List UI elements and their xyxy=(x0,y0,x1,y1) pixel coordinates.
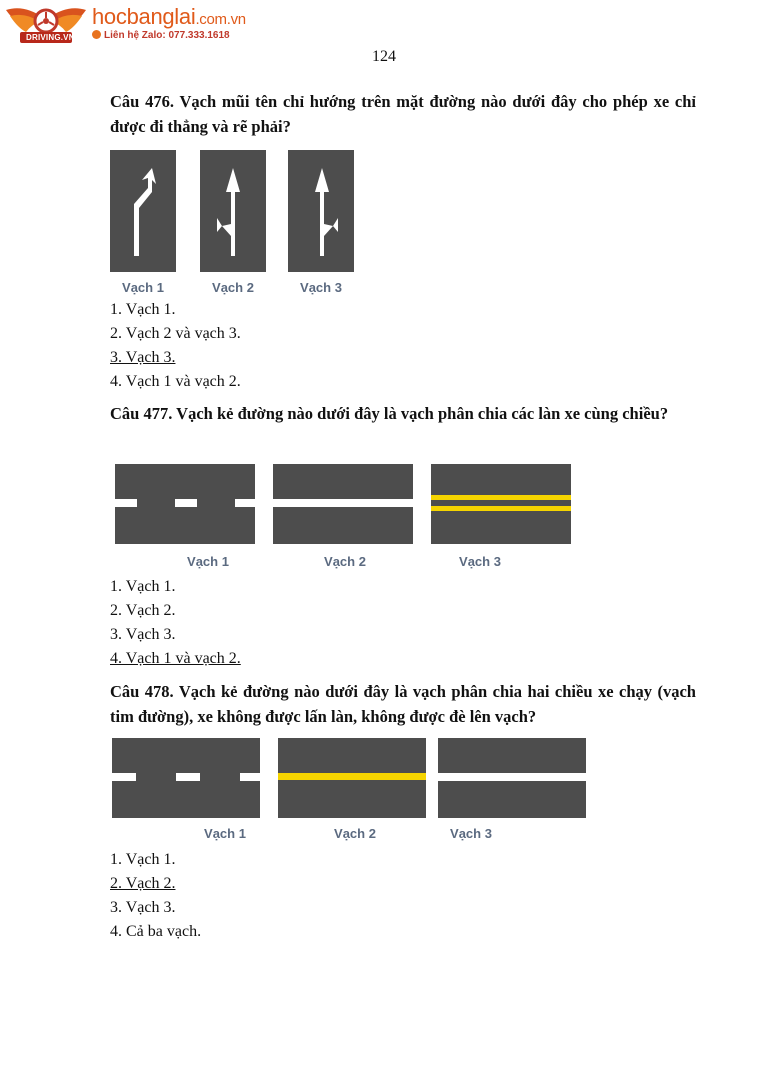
question-477-answers xyxy=(110,575,241,671)
question-476-title: Câu 476. Vạch mũi tên chỉ hướng trên mặt đường nào dưới đây cho phép xe chỉ được đi thẳng và rẽ phải? xyxy=(110,92,696,136)
question-476-answers xyxy=(110,298,241,394)
contact-line: Liên hệ Zalo: 077.333.1618 xyxy=(92,30,230,41)
answer-option-correct[interactable]: 2. Vạch 2. xyxy=(110,875,176,892)
answer-option-correct[interactable]: 3. Vạch 3. xyxy=(110,349,176,366)
question-476-figure xyxy=(110,148,356,298)
question-477-title: Câu 477. Vạch kẻ đường nào dưới đây là vạch phân chia các làn xe cùng chiều? xyxy=(110,404,669,423)
answer-option[interactable]: 4. Cả ba vạch. xyxy=(110,923,202,940)
lane-panel-3 xyxy=(431,464,571,544)
answer-option[interactable]: 1. Vạch 1. xyxy=(110,851,176,868)
answer-option[interactable]: 3. Vạch 3. xyxy=(110,899,176,916)
question-478-answers xyxy=(110,848,201,944)
answer-option[interactable]: 1. Vạch 1. xyxy=(110,578,176,595)
q478-label-2: Vạch 2 xyxy=(334,826,376,841)
answer-option[interactable]: 2. Vạch 2 và vạch 3. xyxy=(110,325,241,342)
question-478-figure xyxy=(112,738,586,820)
answer-option[interactable]: 1. Vạch 1. xyxy=(110,301,176,318)
q478-label-1: Vạch 1 xyxy=(204,826,246,841)
site-name: hocbanglai.com.vn xyxy=(92,4,246,29)
q476-label-3: Vạch 3 xyxy=(300,280,342,295)
double-yellow-line xyxy=(431,495,571,500)
q476-label-1: Vạch 1 xyxy=(122,280,164,295)
lane-panel-1 xyxy=(110,150,176,272)
logo-brand-text: DRIVING.VN xyxy=(26,33,75,42)
site-logo[interactable] xyxy=(4,2,264,46)
q477-label-3: Vạch 3 xyxy=(459,554,501,569)
question-477-figure xyxy=(115,464,573,546)
dashed-white-line xyxy=(115,499,137,507)
question-478-title: Câu 478. Vạch kẻ đường nào dưới đây là vạch phân chia hai chiều xe chạy (vạch tim đường), xe không được lấn làn, không được đè lên vạch? xyxy=(110,682,696,726)
answer-option[interactable]: 4. Vạch 1 và vạch 2. xyxy=(110,373,241,390)
solid-white-line xyxy=(273,499,413,507)
q477-label-2: Vạch 2 xyxy=(324,554,366,569)
answer-option-correct[interactable]: 4. Vạch 1 và vạch 2. xyxy=(110,650,241,667)
answer-option[interactable]: 2. Vạch 2. xyxy=(110,602,176,619)
solid-white-line xyxy=(438,773,586,781)
q477-label-1: Vạch 1 xyxy=(187,554,229,569)
phone-icon xyxy=(92,30,101,39)
q476-label-2: Vạch 2 xyxy=(212,280,254,295)
answer-option[interactable]: 3. Vạch 3. xyxy=(110,626,176,643)
single-yellow-line xyxy=(278,773,426,780)
dashed-white-line xyxy=(112,773,136,781)
q478-label-3: Vạch 3 xyxy=(450,826,492,841)
page-number: 124 xyxy=(372,48,396,65)
